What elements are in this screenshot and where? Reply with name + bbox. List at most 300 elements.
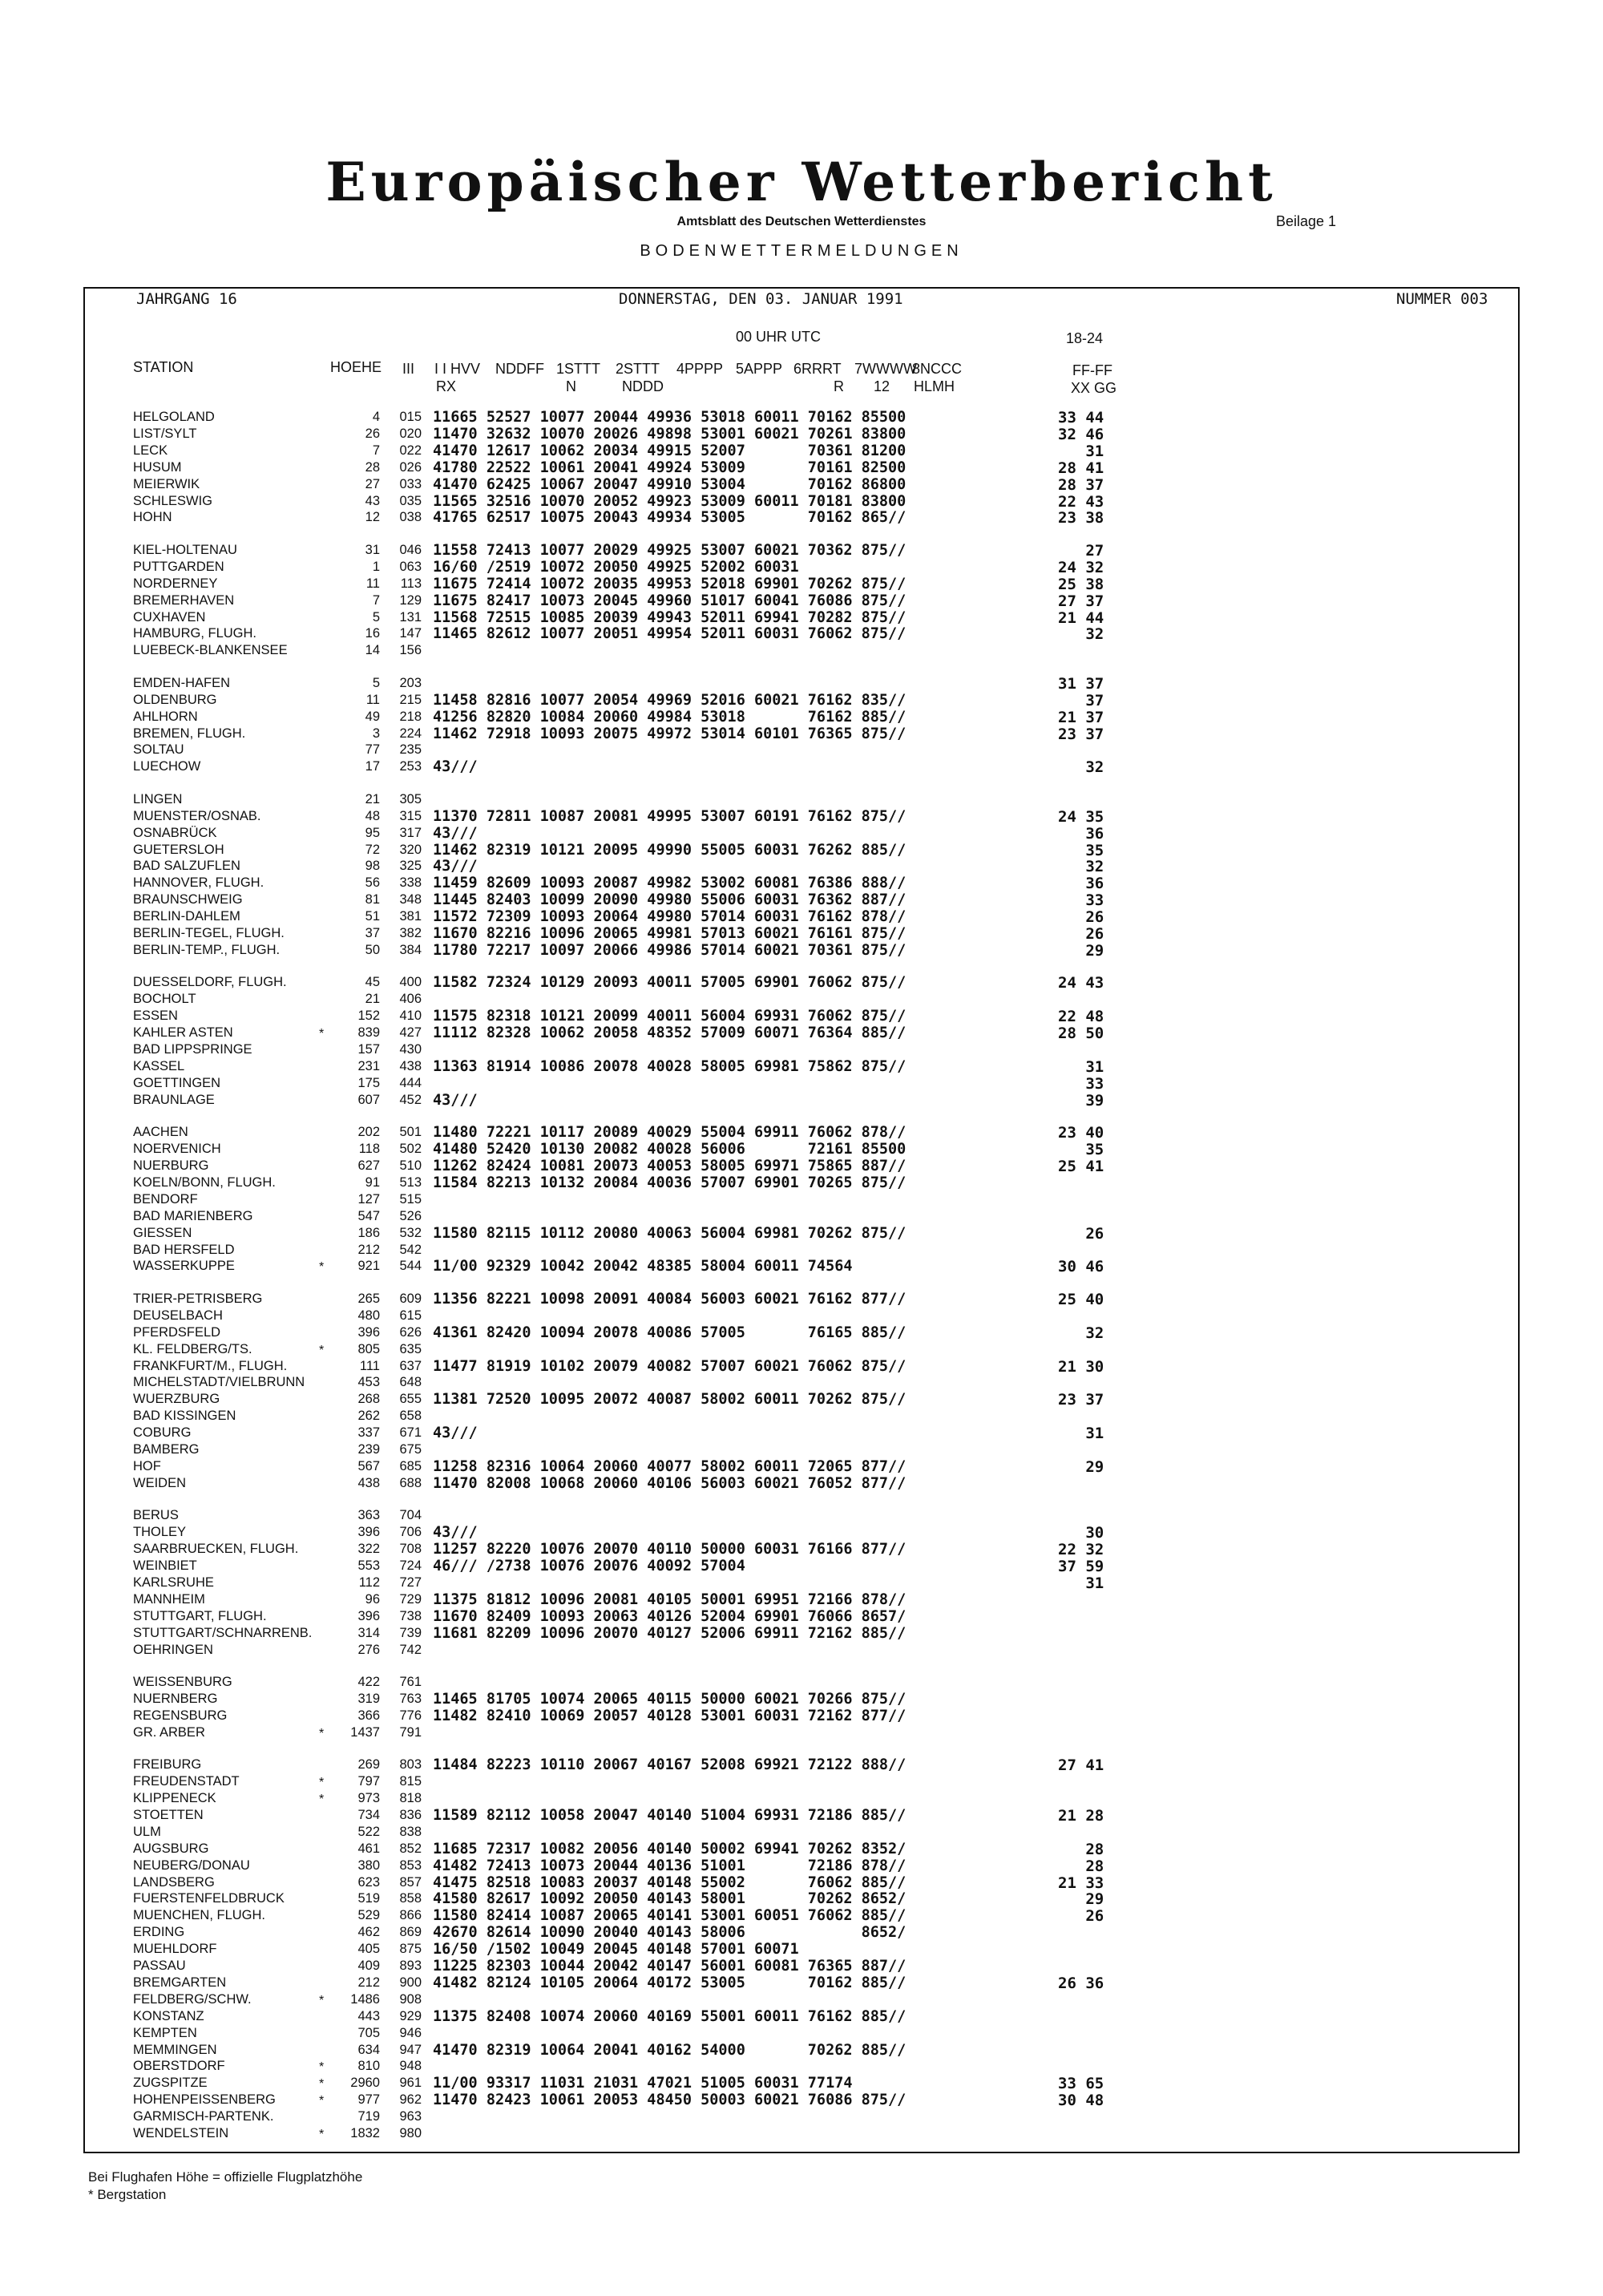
synop-groups: 11568 72515 10085 20039 49943 52011 69941 70282 875// [433, 608, 906, 626]
col-1sttt: 1STTT [556, 361, 601, 377]
station-name: OEHRINGEN [133, 1642, 213, 1657]
beilage-label: Beilage 1 [1276, 213, 1337, 229]
station-name: FUERSTENFELDBRUCK [133, 1891, 285, 1906]
col-station: STATION [133, 359, 194, 375]
station-height: 17 [365, 759, 380, 774]
station-height: 27 [365, 476, 380, 491]
synop-groups: 11681 82209 10096 20070 40127 52006 69911 72162 885// [433, 1624, 906, 1642]
station-name: BERLIN-TEGEL, FLUGH. [133, 926, 285, 940]
station-index: 430 [399, 1042, 422, 1057]
synop-groups: 11589 82112 10058 20047 40140 51004 69931 72186 885// [433, 1806, 906, 1824]
synop-groups: 11257 82220 10076 20070 40110 50000 60031 76166 877// [433, 1541, 906, 1558]
station-height: 186 [357, 1225, 380, 1240]
station-index: 022 [399, 443, 422, 458]
station-height: 805 [357, 1341, 380, 1356]
synop-groups: 11470 32632 10070 20026 49898 53001 60021 70261 83800 [433, 425, 906, 443]
wind-gust-values: 35 [1058, 1141, 1104, 1159]
station-index: 815 [399, 1774, 422, 1789]
col-8nccc: 8NCCC [912, 361, 963, 377]
synop-groups: 11262 82424 10081 20073 40053 58005 69971 75865 887// [433, 1158, 906, 1174]
station-height: 43 [365, 493, 380, 508]
synop-groups: 11/00 92329 10042 20042 48385 58004 60011 74564 [433, 1258, 853, 1275]
station-index: 515 [399, 1191, 422, 1207]
station-index: 156 [399, 643, 422, 658]
station-name: NOERVENICH [133, 1142, 221, 1157]
station-index: 338 [399, 875, 422, 891]
col-5appp: 5APPP [736, 361, 783, 377]
station-index: 727 [399, 1574, 422, 1590]
station-index: 908 [399, 1991, 422, 2007]
station-height: 175 [357, 1075, 380, 1090]
station-height: 112 [358, 1574, 380, 1590]
station-name: CUXHAVEN [133, 609, 206, 625]
station-height: 438 [357, 1475, 380, 1490]
wind-gust-values: 23 40 [1058, 1124, 1104, 1142]
station-index: 452 [399, 1092, 422, 1107]
station-index: 961 [399, 2076, 422, 2091]
station-name: HAMBURG, FLUGH. [133, 626, 257, 641]
station-name: BERUS [133, 1508, 179, 1523]
wind-gust-values: 23 37 [1058, 1391, 1104, 1409]
station-index: 929 [399, 2008, 422, 2023]
station-height: 453 [357, 1375, 380, 1390]
station-height: 95 [365, 825, 380, 840]
station-index: 853 [399, 1857, 422, 1873]
station-name: FREUDENSTADT [133, 1774, 240, 1789]
wind-gust-values: 31 37 [1058, 674, 1104, 693]
station-name: BERLIN-DAHLEM [133, 909, 240, 924]
synop-groups: 11458 82816 10077 20054 49969 52016 60021 76162 835// [433, 691, 906, 709]
synop-groups: 43/// [433, 1524, 478, 1542]
station-index: 203 [399, 675, 422, 690]
synop-groups: 11572 72309 10093 20064 49980 57014 60031 76162 878// [433, 908, 906, 926]
station-index: 836 [399, 1807, 422, 1822]
station-index: 015 [399, 410, 422, 424]
station-index: 325 [399, 859, 422, 874]
synop-groups: 11480 72221 10117 20089 40029 55004 69911 76062 878// [433, 1124, 906, 1142]
wind-gust-values: 36 [1058, 824, 1104, 843]
station-name: OBERSTDORF [133, 2059, 225, 2074]
col-xxgg: XX GG [1071, 380, 1117, 396]
station-name: ERDING [133, 1925, 185, 1940]
station-name: BREMGARTEN [133, 1975, 227, 1990]
station-height: 14 [365, 643, 380, 658]
station-index: 688 [399, 1475, 422, 1490]
station-name: KL. FELDBERG/TS. [133, 1341, 252, 1356]
synop-groups: 11580 82414 10087 20065 40141 53001 60051 76062 885// [433, 1907, 906, 1925]
mountain-station-mark: * [319, 1343, 325, 1357]
wind-gust-values: 35 [1058, 841, 1104, 859]
station-name: MEIERWIK [133, 476, 200, 491]
wind-gust-values: 27 [1058, 541, 1104, 560]
station-index: 724 [399, 1558, 422, 1573]
station-index: 838 [399, 1824, 422, 1839]
station-height: 1 [372, 559, 380, 574]
station-height: 98 [365, 859, 380, 874]
station-index: 875 [399, 1942, 422, 1957]
station-index: 609 [399, 1291, 422, 1306]
synop-groups: 11445 82403 10099 20090 49980 55006 60031 76362 887// [433, 891, 906, 909]
station-name: COBURG [133, 1425, 192, 1441]
station-name: KAHLER ASTEN [133, 1025, 233, 1041]
mountain-station-mark: * [319, 1793, 325, 1806]
station-name: NUERBURG [133, 1158, 209, 1173]
station-height: 77 [365, 742, 380, 758]
station-name: KEMPTEN [133, 2025, 197, 2040]
synop-groups: 11580 82115 10112 20080 40063 56004 69981 70262 875// [433, 1224, 906, 1242]
station-height: 7 [372, 443, 380, 458]
station-name: WENDELSTEIN [133, 2126, 229, 2140]
synop-groups: 43/// [433, 758, 478, 776]
station-height: 21 [365, 791, 380, 806]
synop-groups: 11375 81812 10096 20081 40105 50001 69951 72166 878// [433, 1591, 906, 1608]
station-height: 839 [357, 1025, 380, 1041]
wind-gust-values: 26 [1058, 1907, 1104, 1926]
mountain-station-mark: * [319, 2077, 325, 2092]
col-hlmh: HLMH [914, 378, 955, 394]
synop-groups: 43/// [433, 1425, 478, 1442]
station-name: HANNOVER, FLUGH. [133, 875, 264, 891]
wind-gust-values: 37 [1058, 691, 1104, 709]
wind-gust-values: 21 37 [1058, 708, 1104, 726]
station-name: MUEHLDORF [133, 1942, 217, 1957]
station-height: 239 [357, 1442, 380, 1457]
station-name: KARLSRUHE [133, 1574, 214, 1590]
mountain-station-mark: * [319, 1726, 325, 1740]
station-name: MANNHEIM [133, 1591, 205, 1607]
wind-gust-values: 29 [1058, 1890, 1104, 1909]
station-height: 276 [357, 1642, 380, 1657]
station-name: MICHELSTADT/VIELBRUNN [133, 1375, 305, 1390]
station-index: 791 [399, 1724, 422, 1740]
synop-groups: 11112 82328 10062 20058 48352 57009 60071 76364 885// [433, 1025, 906, 1042]
station-name: PFERDSFELD [133, 1324, 221, 1340]
station-index: 857 [399, 1874, 422, 1890]
wind-gust-values: 28 37 [1058, 475, 1104, 494]
station-name: DUESSELDORF, FLUGH. [133, 975, 287, 990]
wind-gust-values: 32 46 [1058, 425, 1104, 443]
station-height: 2960 [350, 2076, 380, 2091]
station-name: WEINBIET [133, 1558, 197, 1573]
mountain-station-mark: * [319, 1776, 325, 1790]
station-name: GIESSEN [133, 1225, 192, 1240]
station-height: 405 [357, 1942, 380, 1957]
station-name: BAD SALZUFLEN [133, 859, 240, 874]
station-index: 038 [399, 510, 422, 525]
station-index: 637 [399, 1358, 422, 1373]
station-height: 56 [365, 875, 380, 891]
wind-gust-values: 33 [1058, 1074, 1104, 1093]
mountain-station-mark: * [319, 1260, 325, 1275]
station-index: 063 [399, 559, 422, 574]
station-height: 396 [357, 1608, 380, 1623]
time-label: 00 UHR UTC [736, 329, 822, 345]
station-index: 655 [399, 1392, 422, 1407]
station-height: 734 [357, 1807, 380, 1822]
station-height: 26 [365, 426, 380, 441]
station-name: HELGOLAND [133, 410, 215, 424]
station-name: MEMMINGEN [133, 2042, 217, 2057]
station-height: 1437 [350, 1724, 380, 1740]
station-height: 111 [359, 1358, 380, 1373]
synop-groups: 11675 72414 10072 20035 49953 52018 69901 70262 875// [433, 575, 906, 592]
station-name: BAD HERSFELD [133, 1242, 235, 1257]
synop-groups: 11/00 93317 11031 21031 47021 51005 60031 77174 [433, 2075, 853, 2092]
station-index: 763 [399, 1691, 422, 1706]
station-name: LUECHOW [133, 759, 201, 774]
synop-groups: 42670 82614 10090 20040 40143 58006 8652/ [433, 1924, 906, 1942]
station-name: WEIDEN [133, 1475, 186, 1490]
station-height: 461 [357, 1841, 380, 1856]
station-height: 462 [357, 1925, 380, 1940]
wind-gust-values: 29 [1058, 941, 1104, 960]
station-name: LECK [133, 443, 168, 458]
wind-gust-values: 22 48 [1058, 1008, 1104, 1026]
station-name: SOLTAU [133, 742, 184, 758]
station-height: 45 [365, 975, 380, 990]
station-height: 522 [357, 1824, 380, 1839]
synop-groups: 11575 82318 10121 20099 40011 56004 69931 76062 875// [433, 1008, 906, 1025]
station-name: GR. ARBER [133, 1724, 205, 1740]
station-height: 810 [357, 2059, 380, 2074]
station-height: 396 [357, 1525, 380, 1540]
station-height: 337 [357, 1425, 380, 1441]
synop-groups: 11477 81919 10102 20079 40082 57007 60021 76062 875// [433, 1357, 906, 1375]
station-name: GOETTINGEN [133, 1075, 221, 1090]
synop-groups: 11363 81914 10086 20078 40028 58005 69981 75862 875// [433, 1057, 906, 1075]
synop-groups: 16/50 /1502 10049 20045 40148 57001 60071 [433, 1941, 799, 1958]
station-index: 510 [399, 1158, 422, 1173]
station-height: 1486 [350, 1991, 380, 2007]
station-index: 818 [399, 1791, 422, 1805]
station-height: 443 [357, 2008, 380, 2023]
wind-gust-values: 27 41 [1058, 1756, 1104, 1775]
wind-gust-values: 31 [1058, 1057, 1104, 1076]
synop-groups: 16/60 /2519 10072 20050 49925 52002 60031 [433, 558, 799, 576]
station-name: OLDENBURG [133, 692, 217, 707]
station-index: 615 [399, 1308, 422, 1323]
station-name: MUENCHEN, FLUGH. [133, 1908, 266, 1923]
station-height: 7 [372, 592, 380, 608]
station-name: KOELN/BONN, FLUGH. [133, 1174, 276, 1190]
station-index: 532 [399, 1225, 422, 1240]
station-name: BRAUNLAGE [133, 1092, 215, 1107]
synop-groups: 11685 72317 10082 20056 40140 50002 69941 70262 8352/ [433, 1840, 906, 1857]
station-name: GARMISCH-PARTENK. [133, 2109, 274, 2124]
synop-groups: 11225 82303 10044 20042 40147 56001 60081 76365 887// [433, 1958, 906, 1975]
wind-gust-values: 30 [1058, 1524, 1104, 1542]
station-height: 529 [357, 1908, 380, 1923]
wind-gust-values: 27 37 [1058, 592, 1104, 610]
synop-groups: 41480 52420 10130 20082 40028 56006 72161 85500 [433, 1141, 906, 1158]
station-height: 11 [365, 576, 380, 591]
station-name: REGENSBURG [133, 1708, 228, 1723]
station-height: 152 [357, 1009, 380, 1024]
synop-groups: 11558 72413 10077 20029 49925 53007 60021 70362 875// [433, 541, 906, 559]
station-index: 869 [399, 1925, 422, 1940]
station-index: 776 [399, 1708, 422, 1723]
synop-groups: 43/// [433, 1091, 478, 1109]
station-index: 253 [399, 759, 422, 774]
synop-groups: 11482 82410 10069 20057 40128 53001 60031 72162 877// [433, 1707, 906, 1724]
station-height: 21 [365, 992, 380, 1007]
station-height: 51 [365, 909, 380, 924]
station-name: STUTTGART, FLUGH. [133, 1608, 267, 1623]
station-index: 803 [399, 1757, 422, 1773]
station-name: KONSTANZ [133, 2008, 204, 2023]
station-index: 542 [399, 1242, 422, 1257]
station-index: 131 [399, 609, 422, 625]
station-name: AUGSBURG [133, 1841, 209, 1856]
station-name: NORDERNEY [133, 576, 218, 591]
synop-groups: 11258 82316 10064 20060 40077 58002 60011 72065 877// [433, 1457, 906, 1475]
synop-groups: 41482 82124 10105 20064 40172 53005 70162 885// [433, 1974, 906, 1991]
station-height: 422 [357, 1675, 380, 1689]
station-index: 852 [399, 1841, 422, 1856]
station-name: ZUGSPITZE [133, 2076, 208, 2091]
wind-gust-values: 26 [1058, 925, 1104, 943]
station-index: 946 [399, 2025, 422, 2040]
station-height: 553 [357, 1558, 380, 1573]
station-index: 035 [399, 493, 422, 508]
wind-gust-values: 26 36 [1058, 1974, 1104, 1992]
synop-groups: 11459 82609 10093 20087 49982 53002 60081 76386 888// [433, 875, 906, 892]
station-index: 738 [399, 1608, 422, 1623]
station-height: 48 [365, 808, 380, 823]
station-name: DEUSELBACH [133, 1308, 223, 1323]
station-index: 704 [399, 1508, 422, 1523]
station-index: 026 [399, 459, 422, 475]
station-name: HOHN [133, 510, 172, 525]
station-index: 427 [399, 1025, 422, 1041]
station-height: 16 [365, 626, 380, 641]
station-name: WEISSENBURG [133, 1675, 232, 1689]
station-height: 231 [357, 1058, 380, 1073]
station-index: 963 [399, 2109, 422, 2124]
wind-gust-values: 37 59 [1058, 1558, 1104, 1575]
wind-gust-values: 33 44 [1058, 409, 1104, 426]
wind-gust-values: 33 [1058, 891, 1104, 910]
station-index: 893 [399, 1958, 422, 1973]
station-height: 380 [357, 1857, 380, 1873]
wind-gust-values: 31 [1058, 1574, 1104, 1592]
station-name: SAARBRUECKEN, FLUGH. [133, 1542, 299, 1557]
mountain-station-mark: * [319, 2060, 325, 2075]
station-height: 28 [365, 459, 380, 475]
station-index: 635 [399, 1341, 422, 1356]
mountain-station-mark: * [319, 2094, 325, 2108]
synop-groups: 11470 82008 10068 20060 40106 56003 60021 76052 877// [433, 1474, 906, 1492]
station-height: 269 [357, 1757, 380, 1773]
report-subtitle: Amtsblatt des Deutschen Wetterdienstes [676, 215, 927, 228]
station-height: 5 [372, 675, 380, 690]
range-label: 18-24 [1066, 330, 1104, 346]
station-name: LUEBECK-BLANKENSEE [133, 643, 288, 658]
wind-gust-values: 32 [1058, 858, 1104, 876]
station-index: 761 [399, 1675, 422, 1689]
col-ihvv: I I HVV [434, 361, 481, 377]
station-name: PUTTGARDEN [133, 559, 224, 574]
station-name: FRANKFURT/M., FLUGH. [133, 1358, 288, 1373]
station-index: 381 [399, 909, 422, 924]
station-index: 729 [399, 1591, 422, 1607]
wind-gust-values: 28 [1058, 1857, 1104, 1875]
synop-groups: 11670 82409 10093 20063 40126 52004 69901 76066 8657/ [433, 1607, 906, 1625]
synop-groups: 43/// [433, 858, 478, 875]
station-name: HUSUM [133, 459, 182, 475]
station-height: 212 [357, 1242, 380, 1257]
station-name: PASSAU [133, 1958, 186, 1973]
station-index: 215 [399, 692, 422, 707]
station-height: 50 [365, 942, 380, 957]
station-name: STUTTGART/SCHNARRENB. [133, 1625, 313, 1640]
mountain-station-mark: * [319, 1027, 325, 1041]
station-name: HOF [133, 1458, 161, 1473]
issue-date: DONNERSTAG, DEN 03. JANUAR 1991 [619, 290, 903, 308]
station-height: 322 [357, 1542, 380, 1557]
station-name: SCHLESWIG [133, 493, 213, 508]
station-name: KLIPPENECK [133, 1791, 216, 1805]
station-height: 96 [365, 1591, 380, 1607]
station-index: 129 [399, 592, 422, 608]
station-index: 866 [399, 1908, 422, 1923]
station-index: 046 [399, 542, 422, 557]
station-height: 409 [357, 1958, 380, 1973]
station-height: 31 [365, 542, 380, 557]
wind-gust-values: 24 32 [1058, 558, 1104, 576]
wind-gust-values: 26 [1058, 908, 1104, 927]
station-name: WASSERKUPPE [133, 1259, 235, 1274]
station-height: 973 [357, 1791, 380, 1805]
station-index: 708 [399, 1542, 422, 1557]
station-index: 671 [399, 1425, 422, 1441]
station-height: 37 [365, 926, 380, 940]
station-name: NEUBERG/DONAU [133, 1857, 250, 1873]
jahrgang: JAHRGANG 16 [136, 290, 237, 308]
station-index: 382 [399, 926, 422, 940]
wind-gust-values: 24 35 [1058, 807, 1104, 826]
station-height: 91 [365, 1174, 380, 1190]
station-height: 118 [358, 1142, 380, 1157]
station-name: AACHEN [133, 1125, 188, 1140]
wind-gust-values: 28 50 [1058, 1025, 1104, 1043]
col-12: 12 [874, 378, 890, 394]
synop-groups: 11465 81705 10074 20065 40115 50000 60021 70266 875// [433, 1690, 906, 1708]
station-index: 501 [399, 1125, 422, 1140]
station-name: FELDBERG/SCHW. [133, 1991, 252, 2007]
station-name: BAD MARIENBERG [133, 1208, 253, 1223]
station-height: 212 [357, 1975, 380, 1990]
synop-groups: 11565 32516 10070 20052 49923 53009 60011 70181 83800 [433, 492, 906, 510]
station-height: 262 [357, 1409, 380, 1424]
wind-gust-values: 22 43 [1058, 492, 1104, 511]
station-height: 265 [357, 1291, 380, 1306]
station-index: 962 [399, 2092, 422, 2108]
station-name: BOCHOLT [133, 992, 196, 1007]
col-4pppp: 4PPPP [676, 361, 724, 377]
station-height: 1832 [350, 2126, 380, 2140]
footnote-mountain: * Bergstation [88, 2187, 167, 2202]
wind-gust-values: 21 44 [1058, 608, 1104, 627]
station-height: 72 [365, 842, 380, 857]
wind-gust-values: 28 [1058, 1840, 1104, 1858]
station-height: 11 [365, 692, 380, 707]
wind-gust-values: 21 30 [1058, 1357, 1104, 1376]
wind-gust-values: 25 40 [1058, 1290, 1104, 1308]
synop-groups: 11462 72918 10093 20075 49972 53014 60101 76365 875// [433, 725, 906, 742]
station-index: 224 [399, 726, 422, 741]
station-index: 406 [399, 992, 422, 1007]
